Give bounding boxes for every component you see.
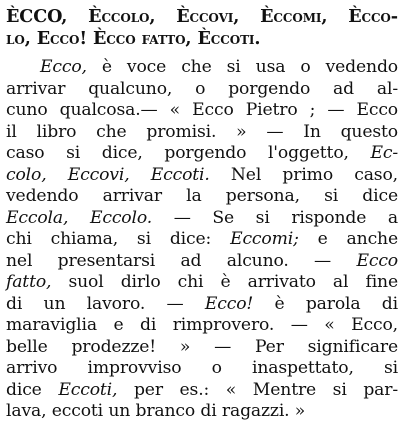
entry-body	[6, 57, 398, 423]
italic-term: Ec-	[370, 143, 398, 163]
body-line	[6, 272, 398, 294]
text-run: arrivar qualcuno, o porgendo ad al-	[6, 78, 398, 99]
text-run: maraviglia e di rimprovero. — « Ecco,	[6, 315, 398, 335]
text-run: di un lavoro. —	[6, 293, 205, 314]
text-run: vedendo arrivar la persona, si dice	[6, 186, 398, 206]
text-run: lava, eccoti un branco di ragazzi. »	[6, 401, 306, 421]
italic-term: colo, Eccovi, Eccoti.	[6, 164, 210, 185]
body-line	[6, 380, 398, 402]
text-run: e anche	[298, 229, 398, 249]
text-run: dice	[6, 379, 59, 400]
text-run: — Se si risponde a	[152, 207, 398, 228]
text-run: Nel primo caso,	[209, 164, 398, 185]
italic-term: Eccola, Eccolo.	[6, 207, 153, 228]
italic-term: Eccomi;	[230, 229, 299, 249]
body-line	[6, 100, 398, 122]
body-line	[6, 186, 398, 208]
italic-term: Ecco!	[204, 293, 254, 314]
italic-term: Ecco,	[40, 57, 87, 77]
italic-term: fatto,	[6, 272, 52, 292]
heading-line-2: lo, Ecco! Ècco fatto, Èccoti.	[6, 27, 261, 49]
body-line	[6, 143, 398, 165]
heading-line-1: ÈCCO, Èccolo, Èccovi, Èccomi, Ècco-	[6, 6, 398, 27]
text-run: suol dirlo chi è arrivato al fine	[51, 272, 398, 292]
text-run: arrivo improvviso o inaspettato, si	[6, 358, 398, 378]
text-run: nel presentarsi ad alcuno. —	[6, 250, 357, 271]
body-line	[6, 337, 398, 359]
body-line	[6, 315, 398, 337]
text-run: è voce che si usa o vedendo	[86, 57, 398, 77]
text-run: chi chiama, si dice:	[6, 229, 231, 249]
text-run: il libro che promisi. » — In questo	[6, 121, 398, 142]
text-run: caso si dice, porgendo l'oggetto,	[6, 143, 371, 163]
body-line	[6, 208, 398, 230]
entry-heading	[6, 6, 398, 49]
dictionary-entry	[6, 6, 398, 423]
body-line	[6, 57, 398, 79]
body-line	[6, 122, 398, 144]
italic-term: Ecco	[356, 250, 398, 271]
body-line	[6, 165, 398, 187]
body-line	[6, 401, 398, 423]
text-run: cuno qualcosa.— « Ecco Pietro ; — Ecco	[6, 100, 398, 120]
text-run: belle prodezze! » — Per significare	[6, 336, 398, 357]
body-line	[6, 229, 398, 251]
body-line	[6, 79, 398, 101]
text-run: per es.: « Mentre si par-	[117, 379, 398, 400]
text-run: è parola di	[253, 293, 398, 314]
body-line	[6, 358, 398, 380]
body-line	[6, 251, 398, 273]
body-line	[6, 294, 398, 316]
italic-term: Eccoti,	[58, 379, 118, 400]
